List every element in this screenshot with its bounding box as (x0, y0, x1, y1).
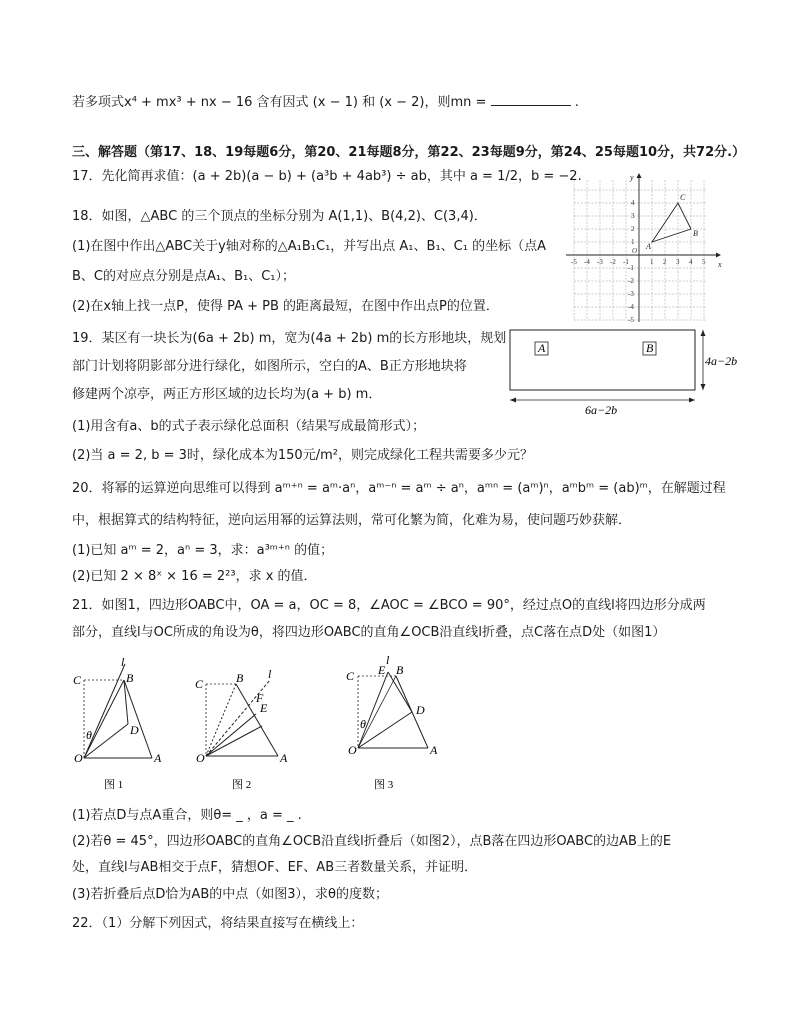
y-tick: 3 (631, 212, 635, 220)
x-tick: 3 (676, 258, 680, 266)
question-20-part2: (2)已知 2 × 8ˣ × 16 = 2²³，求 x 的值． (72, 569, 317, 584)
question-18-part1-b: B、C的对应点分别是点A₁、B₁、C₁）； (72, 269, 296, 284)
square-b-label: B (646, 341, 654, 355)
question-20-part1: (1)已知 aᵐ = 2，aⁿ = 3，求：a³ᵐ⁺ⁿ 的值； (72, 543, 334, 558)
figure-2 (190, 656, 290, 796)
x-tick: 2 (663, 258, 667, 266)
x-axis-label: x (718, 260, 722, 269)
question-21-part3: (3)若折叠后点D恰为AB的中点（如图3），求θ的度数； (72, 887, 388, 902)
fig3-d-label: D (416, 703, 425, 717)
question-19-c: 修建两个凉亭，两正方形区域的边长均为(a + b) m． (72, 387, 382, 402)
x-tick: -2 (610, 258, 616, 266)
y-tick: 1 (631, 238, 635, 246)
question-21-part1: (1)若点D与点A重合，则θ= _ ，a = _ . (72, 808, 302, 823)
fig1-a-label: A (154, 751, 162, 765)
section-3-header: 三、解答题（第17、18、19每题6分，第20、21每题8分，第22、23每题9分，第24、25每题10分，共72分.） (72, 145, 746, 160)
question-21-part2-b: 处，直线l与AB相交于点F，猜想OF、EF、AB三者数量关系，并证明． (72, 860, 478, 875)
fig3-l-label: l (386, 656, 390, 667)
y-tick: 2 (631, 225, 635, 233)
fig2-b-label: B (236, 671, 244, 685)
figure-3 (336, 656, 446, 796)
width-label: 6a−2b (585, 403, 618, 417)
point-c-label: C (680, 193, 686, 202)
fig2-f-label: F (256, 691, 264, 705)
question-22: 22．（1）分解下列因式，将结果直接写在横线上： (72, 916, 364, 931)
point-b-label: B (693, 229, 698, 238)
x-tick: -4 (584, 258, 590, 266)
x-tick: -3 (597, 258, 603, 266)
height-label: 4a−2b (705, 354, 738, 368)
plot-rectangle (510, 330, 695, 390)
fig3-theta-label: θ (360, 717, 366, 731)
question-20-b: 中，根据算式的结构特征，逆向运用幂的运算法则，常可化繁为简，化难为易，使问题巧妙获解． (72, 513, 632, 528)
fig1-theta-label: θ (86, 728, 92, 742)
y-tick: -1 (628, 264, 634, 272)
question-19-b: 部门计划将阴影部分进行绿化，如图所示，空白的A、B正方形地块将 (72, 359, 467, 374)
fig1-caption: 图 1 (104, 779, 124, 791)
fig1-o-label: O (74, 751, 83, 765)
x-tick: -5 (571, 258, 577, 266)
question-21-part2-a: (2)若θ = 45°，四边形OABC的直角∠OCB沿直线l折叠后（如图2），点B落在四边形OABC的边AB上的E (72, 834, 672, 849)
square-a-label: A (538, 341, 546, 355)
q16-text: 若多项式x⁴ + mx³ + nx − 16 含有因式 (x − 1) 和 (x − 2)，则mn = (72, 95, 487, 110)
question-18: 18．如图，△ABC 的三个顶点的坐标分别为 A(1,1)、B(4,2)、C(3,4)． (72, 209, 487, 224)
question-19-part1: (1)用含有a、b的式子表示绿化总面积（结果写成最简形式）； (72, 419, 426, 434)
y-tick: -5 (628, 316, 634, 324)
q16-answer-blank[interactable] (491, 93, 571, 106)
q16-end: . (574, 95, 579, 110)
fig1-d-label: D (130, 723, 139, 737)
figure-1 (68, 656, 168, 796)
question-20-a: 20．将幂的运算逆向思维可以得到 aᵐ⁺ⁿ = aᵐ·aⁿ，aᵐ⁻ⁿ = aᵐ ÷ aⁿ，aᵐⁿ = (aᵐ)ⁿ，aᵐbᵐ = (ab)ᵐ，在解题过程 (72, 481, 726, 496)
fig2-o-label: O (196, 751, 205, 765)
fig2-l-label: l (268, 667, 272, 681)
coordinate-grid-figure (560, 172, 726, 324)
fig3-b-label: B (396, 663, 404, 677)
fig3-a-label: A (430, 743, 438, 757)
y-tick: -3 (628, 290, 634, 298)
x-tick: 1 (650, 258, 654, 266)
fig3-c-label: C (346, 669, 355, 683)
question-17: 17．先化简再求值：(a + 2b)(a − b) + (a³b + 4ab³) ÷ ab，其中 a = 1/2，b = −2. (72, 169, 582, 184)
question-21-a: 21．如图1，四边形OABC中，OA = a，OC = 8，∠AOC = ∠BCO = 90°，经过点O的直线l将四边形分成两 (72, 598, 706, 613)
fig3-caption: 图 3 (374, 779, 394, 791)
point-a-label: A (646, 242, 651, 251)
question-18-part2: (2)在x轴上找一点P，使得 PA + PB 的距离最短，在图中作出点P的位置． (72, 299, 499, 314)
y-tick: -4 (628, 303, 634, 311)
question-16 (72, 93, 579, 112)
question-18-part1-a: (1)在图中作出△ABC关于y轴对称的△A₁B₁C₁，并写出点 A₁、B₁、C₁ 的坐标（点A (72, 239, 546, 254)
triangle-abc (652, 203, 691, 242)
fig3-e-label: E (378, 663, 386, 677)
fig2-e-label: E (260, 701, 268, 715)
y-axis-label: y (630, 173, 634, 182)
x-tick: 4 (689, 258, 693, 266)
fig3-o-label: O (348, 743, 357, 757)
y-tick: -2 (628, 277, 634, 285)
fig1-l-label: l (121, 656, 125, 669)
rectangle-plot-figure (505, 326, 755, 418)
question-19-a: 19．某区有一块长为(6a + 2b) m，宽为(4a + 2b) m的长方形地块，规划 (72, 331, 507, 346)
fig1-b-label: B (126, 671, 134, 685)
fig2-c-label: C (195, 677, 204, 691)
question-19-part2: (2)当 a = 2, b = 3时，绿化成本为150元/m²，则完成绿化工程共需要多少元？ (72, 448, 533, 463)
fig2-a-label: A (280, 751, 288, 765)
x-tick: -1 (623, 258, 629, 266)
x-tick: 5 (702, 258, 706, 266)
origin-label: O (632, 247, 638, 255)
fig2-caption: 图 2 (232, 779, 252, 791)
y-tick: 4 (631, 199, 635, 207)
question-21-b: 部分，直线l与OC所成的角设为θ，将四边形OABC的直角∠OCB沿直线l折叠，点C落在点D处（如图1） (72, 625, 666, 640)
fig1-c-label: C (73, 673, 82, 687)
